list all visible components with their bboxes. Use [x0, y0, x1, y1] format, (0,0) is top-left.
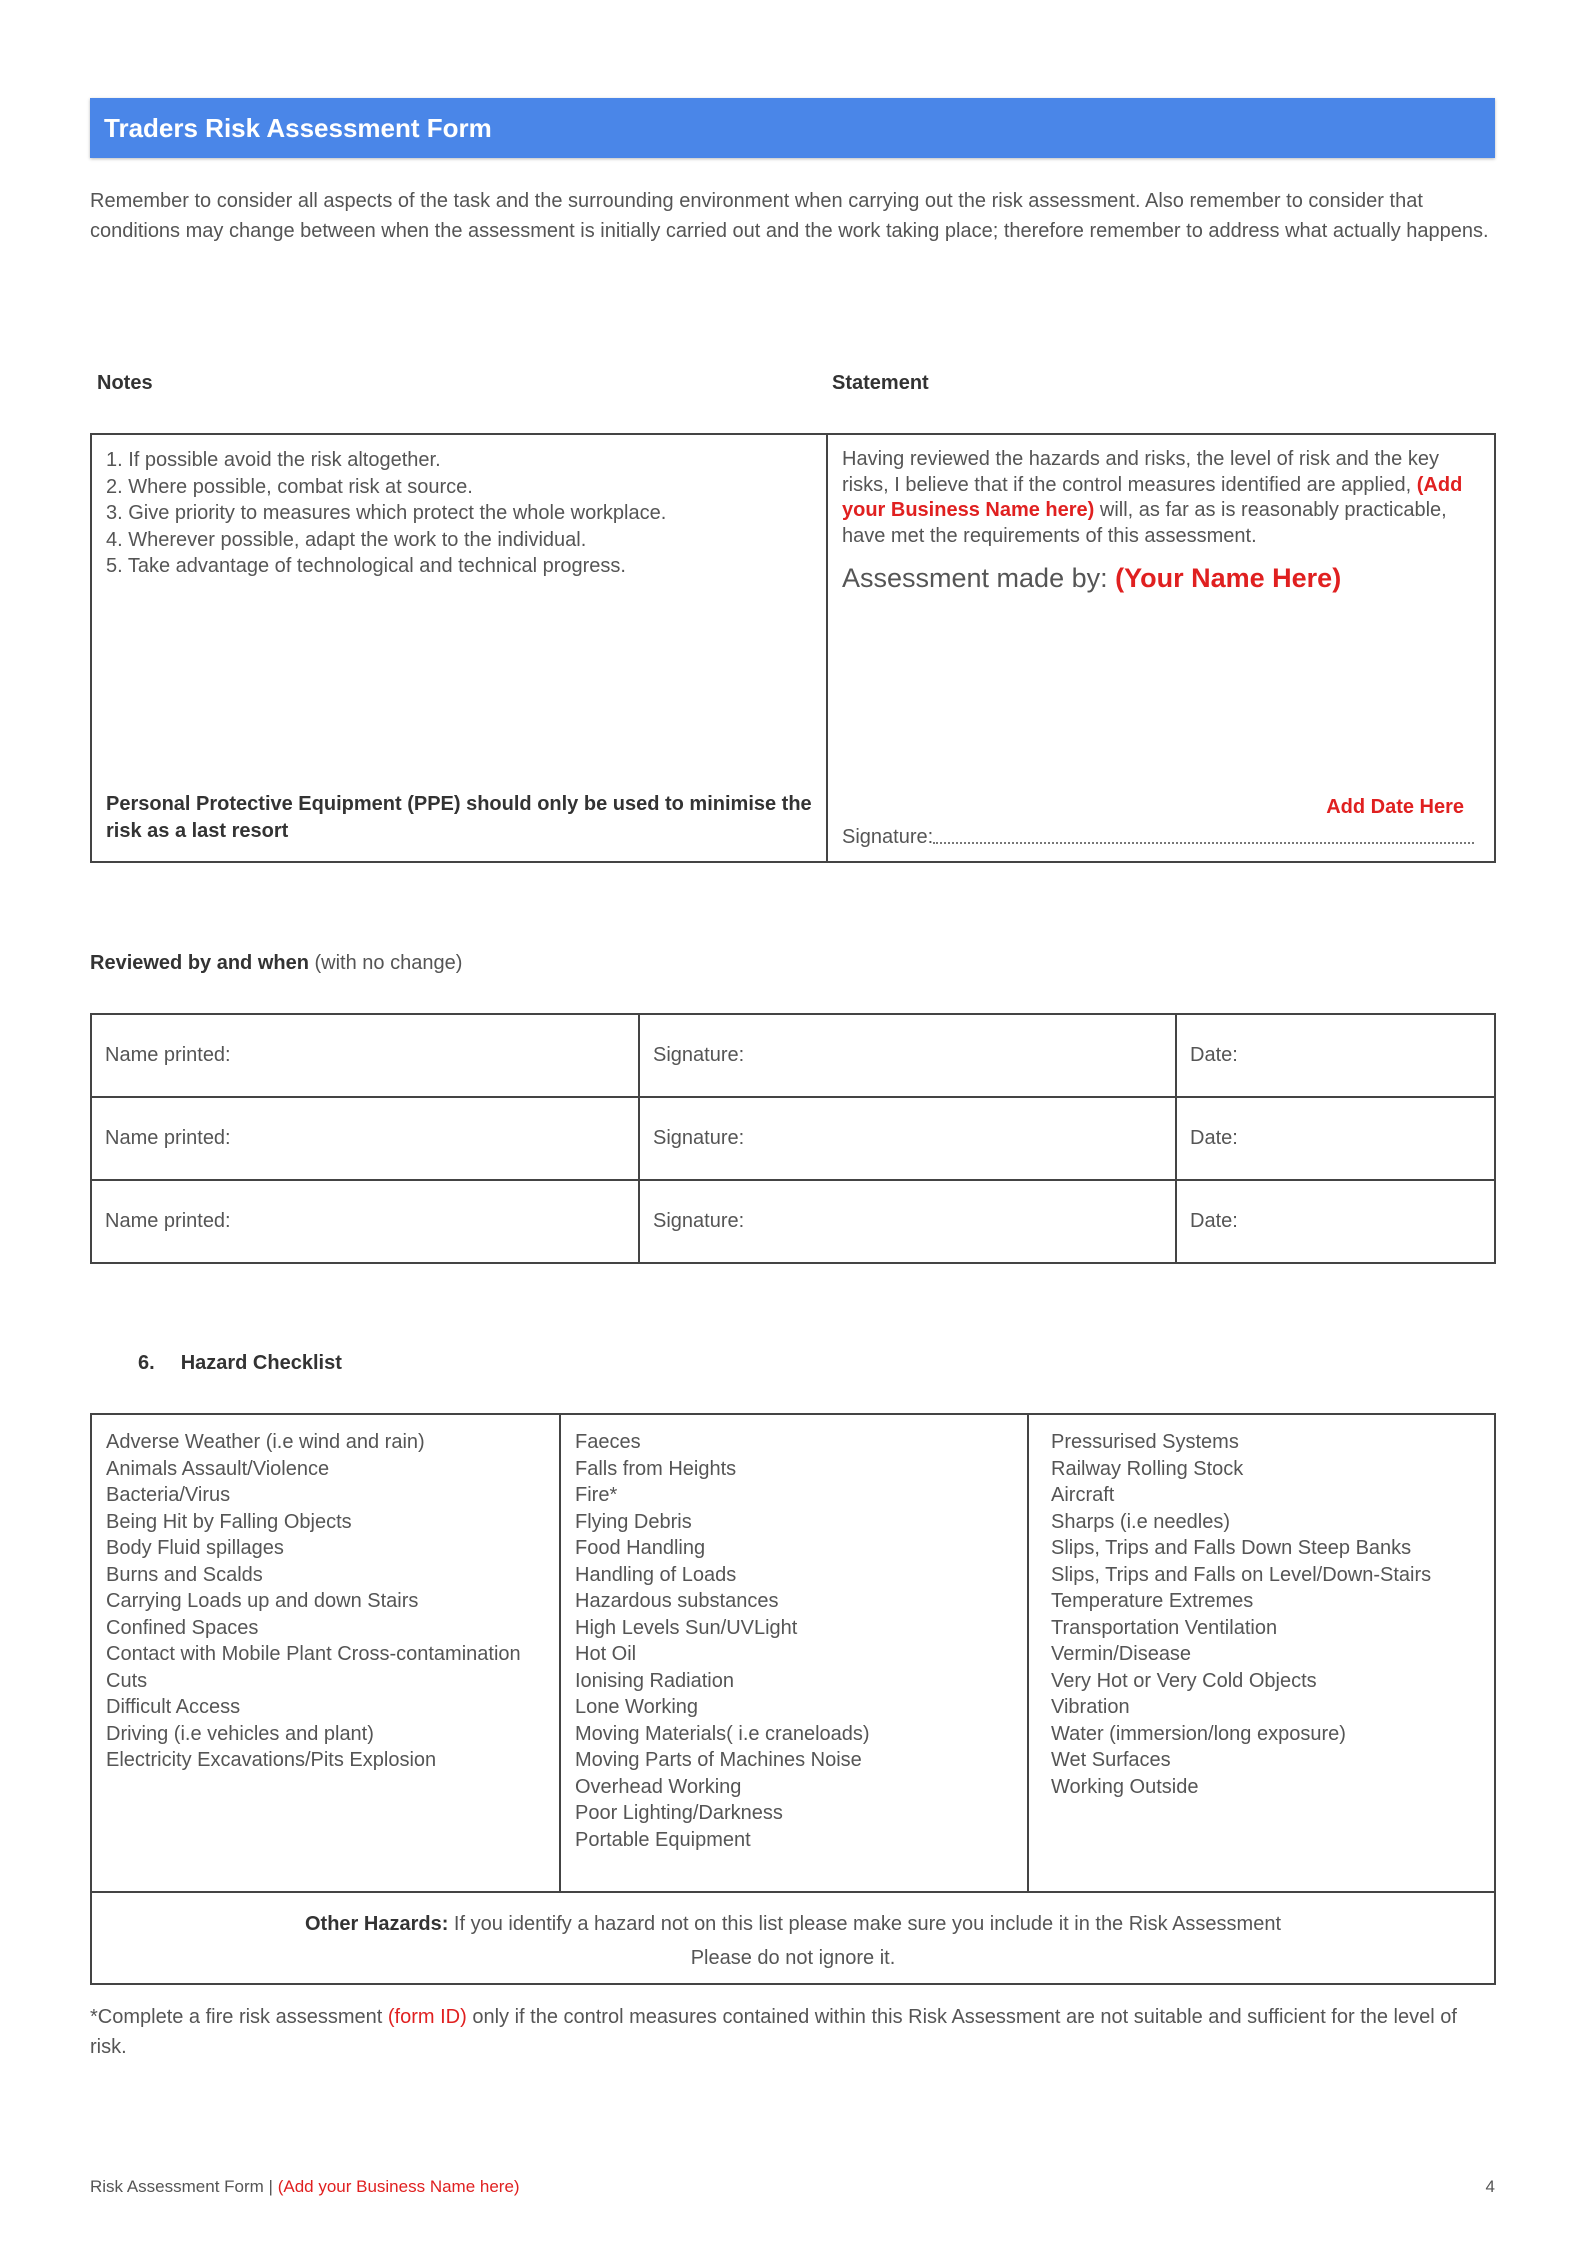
name-printed-field[interactable]: Name printed: — [91, 1014, 639, 1097]
list-item: Adverse Weather (i.e wind and rain) — [106, 1431, 425, 1453]
footer-title: Risk Assessment Form | — [90, 2177, 278, 2196]
list-item: 2. Where possible, combat risk at source. — [106, 475, 473, 498]
list-item: 4. Wherever possible, adapt the work to the individual. — [106, 528, 587, 551]
notes-cell — [91, 434, 827, 862]
footer-business-placeholder[interactable]: (Add your Business Name here) — [277, 2177, 520, 2196]
footnote-text-2: only if the control measures contained within this Risk Assessment are not suitable and sufficient for the level of risk. — [90, 2006, 1457, 2058]
list-item: 3. Give priority to measures which protect the whole workplace. — [106, 502, 667, 524]
page-number: 4 — [1485, 2177, 1495, 2196]
list-item: Confined Spaces — [106, 1616, 259, 1639]
form-id-placeholder[interactable]: (form ID) — [387, 2006, 467, 2028]
ppe-note: Personal Protective Equipment (PPE) should only be used to minimise the risk as a last resort — [106, 793, 812, 842]
review-row — [91, 1014, 1495, 1097]
date-field[interactable]: Date: — [1176, 1180, 1495, 1263]
name-printed-field[interactable]: Name printed: — [91, 1097, 639, 1180]
footnote-text-1: *Complete a fire risk assessment — [90, 2006, 388, 2028]
statement-text — [842, 447, 1480, 549]
list-item: Railway Rolling Stock — [1051, 1457, 1244, 1480]
notes-list — [106, 447, 812, 580]
list-item: Aircraft — [1051, 1484, 1115, 1506]
hazard-col-2 — [560, 1414, 1028, 1892]
list-item: Transportation Ventilation — [1051, 1616, 1278, 1639]
list-item: High Levels Sun/UVLight — [575, 1616, 798, 1639]
list-item: Carrying Loads up and down Stairs — [106, 1590, 419, 1612]
list-item: Being Hit by Falling Objects — [106, 1510, 352, 1533]
notes-statement-table — [90, 433, 1496, 863]
list-item: Moving Parts of Machines Noise — [575, 1749, 862, 1771]
reviewed-subtitle: (with no change) — [308, 952, 463, 974]
list-item: Pressurised Systems — [1051, 1431, 1239, 1453]
list-item: Overhead Working — [575, 1775, 742, 1798]
date-field[interactable]: Date: — [1176, 1014, 1495, 1097]
other-hazards — [91, 1892, 1495, 1984]
review-row — [91, 1180, 1495, 1263]
other-hazards-label: Other Hazards: — [304, 1913, 449, 1935]
signature-field[interactable]: Signature: — [639, 1014, 1176, 1097]
signature-line[interactable] — [842, 826, 1474, 849]
list-item: 1. If possible avoid the risk altogether. — [106, 449, 441, 471]
list-item: Contact with Mobile Plant Cross-contamination — [106, 1643, 521, 1665]
statement-cell — [827, 434, 1495, 862]
list-item: Hazardous substances — [575, 1590, 779, 1612]
list-item: 5. Take advantage of technological and technical progress. — [106, 555, 626, 577]
form-title-banner: Traders Risk Assessment Form — [90, 98, 1495, 158]
footnote — [90, 2002, 1495, 2062]
signature-field[interactable]: Signature: — [639, 1180, 1176, 1263]
list-item: Electricity Excavations/Pits Explosion — [106, 1749, 437, 1771]
list-item: Hot Oil — [575, 1643, 637, 1665]
notes-header: Notes — [97, 372, 153, 394]
list-item: Vermin/Disease — [1051, 1643, 1192, 1665]
intro-text: Remember to consider all aspects of the task and the surrounding environment when carrying out the risk assessment. Also remember to consider that conditions may change between when the assessment is initially carried out and the work taking place; therefore remember to address what actually happens. — [90, 190, 1489, 242]
review-row — [91, 1097, 1495, 1180]
statement-text-1: Having reviewed the hazards and risks, the level of risk and the key risks, I believe that if the control measures identified are applied, — [842, 448, 1439, 496]
list-item: Faeces — [575, 1431, 641, 1453]
list-item: Food Handling — [575, 1537, 706, 1559]
reviewed-heading — [90, 952, 462, 975]
list-item: Slips, Trips and Falls on Level/Down-Stairs — [1051, 1563, 1432, 1586]
date-placeholder[interactable]: Add Date Here — [1326, 796, 1464, 818]
hazard-table — [90, 1413, 1496, 1985]
hazard-number: 6. — [138, 1352, 155, 1374]
list-item: Lone Working — [575, 1696, 699, 1718]
list-item: Cuts — [106, 1669, 148, 1692]
list-item: Vibration — [1051, 1696, 1130, 1718]
name-printed-field[interactable]: Name printed: — [91, 1180, 639, 1263]
statement-text-2: will, as far as is reasonably practicable, have met the requirements of this assessment. — [842, 499, 1447, 547]
list-item: Handling of Loads — [575, 1563, 737, 1586]
list-item: Difficult Access — [106, 1696, 241, 1718]
date-field[interactable]: Date: — [1176, 1097, 1495, 1180]
list-item: Body Fluid spillages — [106, 1537, 284, 1559]
signature-field[interactable]: Signature: — [639, 1097, 1176, 1180]
list-item: Animals Assault/Violence — [106, 1457, 330, 1480]
list-item: Portable Equipment — [575, 1828, 751, 1851]
list-item: Fire* — [575, 1484, 618, 1506]
hazard-col-3 — [1028, 1414, 1495, 1892]
list-item: Slips, Trips and Falls Down Steep Banks — [1051, 1537, 1412, 1559]
assessment-made-by — [842, 563, 1480, 594]
other-hazards-text: If you identify a hazard not on this list please make sure you include it in the Risk Assessment — [448, 1913, 1282, 1935]
list-item: Poor Lighting/Darkness — [575, 1802, 783, 1824]
business-name-placeholder[interactable]: (Add your Business Name here) — [842, 473, 1463, 521]
your-name-placeholder[interactable]: (Your Name Here) — [1115, 563, 1342, 593]
review-table — [90, 1013, 1496, 1264]
hazard-col-1 — [91, 1414, 560, 1892]
list-item: Sharps (i.e needles) — [1051, 1510, 1230, 1533]
signature-field[interactable] — [933, 842, 1474, 844]
list-item: Wet Surfaces — [1051, 1749, 1171, 1771]
other-hazards-note: Please do not ignore it. — [690, 1947, 896, 1969]
made-by-label: Assessment made by: — [842, 563, 1116, 593]
list-item: Bacteria/Virus — [106, 1484, 231, 1506]
list-item: Water (immersion/long exposure) — [1051, 1722, 1346, 1745]
signature-label: Signature: — [842, 826, 934, 848]
list-item: Ionising Radiation — [575, 1669, 734, 1692]
list-item: Temperature Extremes — [1051, 1590, 1254, 1612]
list-item: Very Hot or Very Cold Objects — [1051, 1669, 1317, 1692]
hazard-heading — [138, 1352, 342, 1375]
list-item: Falls from Heights — [575, 1457, 737, 1480]
statement-header: Statement — [832, 372, 929, 394]
hazard-title: Hazard Checklist — [180, 1352, 342, 1374]
list-item: Moving Materials( i.e craneloads) — [575, 1722, 870, 1745]
list-item: Driving (i.e vehicles and plant) — [106, 1722, 374, 1745]
list-item: Burns and Scalds — [106, 1563, 263, 1586]
page-footer — [90, 2177, 520, 2197]
list-item: Working Outside — [1051, 1775, 1199, 1798]
reviewed-title: Reviewed by and when — [90, 952, 309, 974]
list-item: Flying Debris — [575, 1510, 692, 1533]
